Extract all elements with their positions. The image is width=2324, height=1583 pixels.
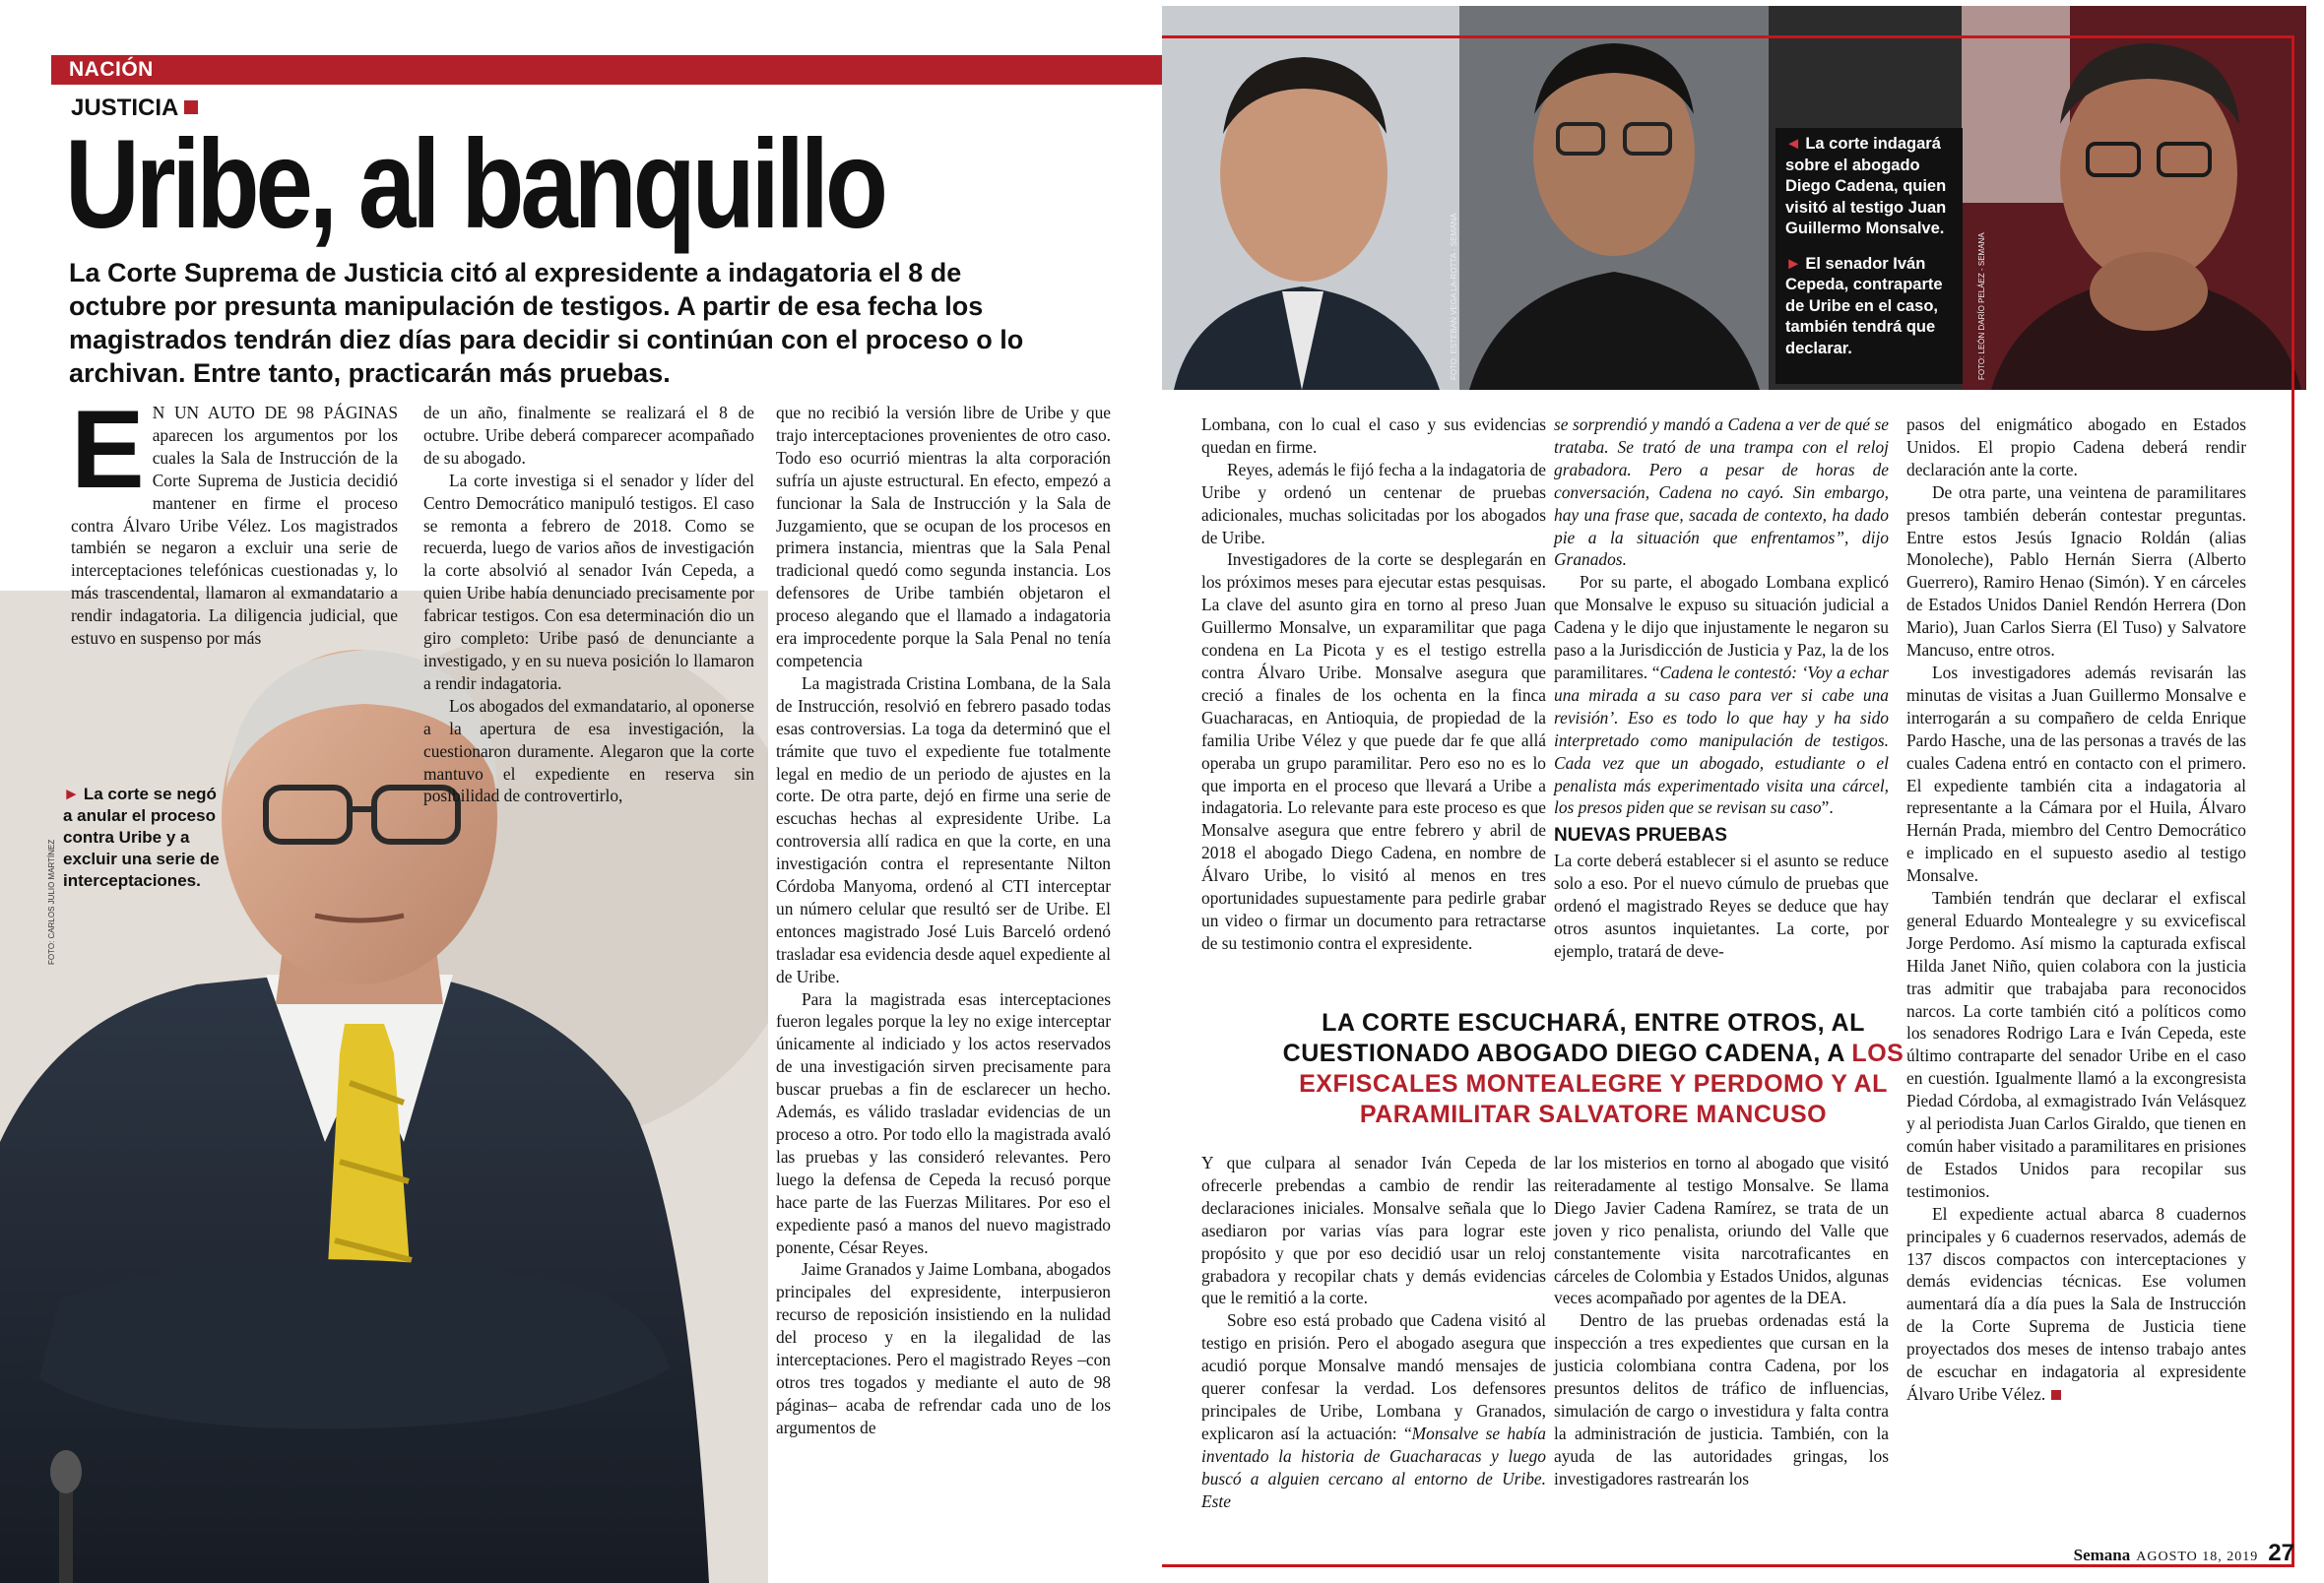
left-col2-p2: La corte investiga si el senador y líder del Centro Democrático manipuló testigos. El caso se remonta a febrero de 2018. Como se recuerda, luego de varios años de investigación la corte absolvió al senador Iván Cepeda, a quien Uribe había denunciado precisamente por fabricar testigos. Con esa determinación dio un giro completo: Uribe pasó de denunciante a investigado, y en su nueva posición lo llamaron a rendir indagatoria. <box>423 470 754 693</box>
pull-quote <box>1241 1008 1946 1130</box>
folio <box>2074 1540 2294 1567</box>
portrait-photo-credit: FOTO: CARLOS JULIO MARTÍNEZ <box>47 839 56 965</box>
right-col1-p2: Reyes, además le fijó fecha a la indagatoria de Uribe y ordenó un centenar de pruebas adicionales, muchas solicitadas por los abogados de Uribe. <box>1201 459 1546 547</box>
section-bar <box>51 55 1162 85</box>
right-col1-p3: Investigadores de la corte se desplegarán en los próximos meses para ejecutar estas pesquisas. La clave del asunto gira en torno al preso Juan Guillermo Monsalve, un exparamilitar que paga condena en La Picota y es el testigo estrella contra Álvaro Uribe. Monsalve asegura que creció a finales de los ochenta en la finca Guacharacas, en Antioquia, de propiedad de la familia Uribe Vélez y que puede dar fe que allá operaba un grupo paramilitar. Pero eso no es lo que importa en el proceso que llevará a Uribe a indagatoria. Lo relevante para este proceso es que Monsalve asegura que entre febrero y abril de 2018 el abogado Diego Cadena, en nombre de Álvaro Uribe, lo visitó al menos en tres oportunidades supuestamente para pedirle grabar un video o firmar un documento para retractarse de su testimonio contra el expresidente. <box>1201 549 1546 953</box>
right-col3-p4: También tendrán que declarar el exfiscal general Eduardo Montealegre y su exvicefiscal Jorge Perdomo. Así mismo la capturada exfiscal Hilda Janet Niño, quien colabora con la justicia tras admitir que trabajaba para reconocidos narcos. La corte también citó a políticos como los senadores Rodrigo Lara e Iván Cepeda, este último contraparte del senador Uribe en el caso en cuestión. Igualmente llamó a la excongresista Piedad Córdoba, al exmagistrado Iván Velásquez y al periodista Juan Carlos Giraldo, que tienen en común haber visitado a paramilitares en prisiones de Estados Unidos para recopilar sus testimonios. <box>1906 888 2246 1201</box>
photo-credit-1: FOTO: ESTEBAN VEGA LA-ROTTA - SEMANA <box>1450 213 1458 380</box>
right-col1b-p2a: Sobre eso está probado que Cadena visitó al testigo en prisión. Pero el abogado asegura que acudió porque Monsalve mandó mensajes de querer confesar la verdad. Los defensores principales de Uribe, Lombana y Granados, explicaron así la actuación: “ <box>1201 1310 1546 1443</box>
right-col2-p2a: Por su parte, el abogado Lombana explicó que Monsalve le expuso su situación judicial a Cadena y le dijo que injustamente le negaron su paso a la Jurisdicción de Justicia y Paz, la de los paramilitares. “ <box>1554 572 1889 682</box>
portrait-caption-text: La corte se negó a anular el proceso contra Uribe y a excluir una serie de interceptaciones. <box>63 785 220 890</box>
cadena-photo <box>1162 6 1459 390</box>
left-col3-p1: que no recibió la versión libre de Uribe y que trajo interceptaciones provenientes de otro caso. Todo eso ocurrió mientras la alta corporación sufría un ajuste estructural. En efecto, empezó a funcionar la Sala de Instrucción y la Sala de Juzgamiento, que se ocupan de los procesos en primera instancia, mientras que la Sala Penal tradicional quedó como segunda instancia. Los defensores de Uribe también objetaron el proceso alegando que el llamado a indagatoria era improcedente porque la Sala Penal no tenía competencia <box>776 403 1111 670</box>
issue-date: AGOSTO 18, 2019 <box>2136 1550 2259 1564</box>
left-column-2 <box>423 402 754 807</box>
right-col2b-p2: Dentro de las pruebas ordenadas está la inspección a tres expedientes que cursan en la justicia colombiana contra Cadena, por los presuntos delitos de tráfico de influencias, simulación de cargo o investidura y falta contra la administración de justicia. También, con la ayuda de las autoridades gringas, los investigadores rastrearán los <box>1554 1310 1889 1488</box>
right-col1-p1: Lombana, con lo cual el caso y sus evidencias quedan en firme. <box>1201 414 1546 457</box>
right-col2b-p1: lar los misterios en torno al abogado que visitó reiteradamente al testigo Monsalve. Se llama Diego Javier Cadena Ramírez, se trata de un joven y rico penalista, oriundo del Valle que constantemente visita narcotraficantes en cárceles de Colombia y Estados Unidos, algunas veces acompañado por agentes de la DEA. <box>1554 1153 1889 1308</box>
left-col3-p3: Para la magistrada esas interceptaciones fueron legales porque la ley no exige interceptar únicamente al indiciado y los actos reservados de una investigación sirven precisamente para buscar pruebas a fin de esclarecer un hecho. Además, es válido trasladar evidencias de un proceso a otro. Por todo ello la magistrada avaló las pruebas y las consideró relevantes. Pero luego la defensa de Cepeda la recusó porque hace parte de las Fuerzas Militares. Por eso el expediente pasó a manos del nuevo magistrado ponente, César Reyes. <box>776 988 1111 1257</box>
dropcap: E <box>71 388 145 511</box>
kicker-square-icon <box>184 100 198 114</box>
photo-caption-2 <box>1785 254 1953 360</box>
caption-right-arrow-icon: ► <box>1785 254 1802 273</box>
kicker-label: JUSTICIA <box>71 95 179 121</box>
right-col2-p2 <box>1554 571 1889 819</box>
pull-quote-dark: LA CORTE ESCUCHARÁ, ENTRE OTROS, AL CUESTIONADO ABOGADO DIEGO CADENA, A <box>1282 1009 1865 1067</box>
subhead-nuevas-pruebas: NUEVAS PRUEBAS <box>1554 825 1727 847</box>
right-col3-p2: De otra parte, una veintena de paramilitares presos también deberán contestar preguntas. Entre estos Jesús Ignacio Roldán (alias Monoleche), Pablo Hernán Sierra (Alberto Guerrero), Ramiro Henao (Simón). Y en cárceles de Estados Unidos Daniel Rendón Herrera (Don Mario), Juan Carlos Sierra (El Tuso) y Salvatore Mancuso, entre otros. <box>1906 481 2246 661</box>
quote-italic-1: se sorprendió y mandó a Cadena a ver de qué se trataba. Se trató de una trampa con el reloj grabadora. Pero a pesar de horas de conversación, Cadena no cayó. Sin embargo, hay una frase que, sacada de contexto, ha dado pie a la situación que enfrentamos”, dijo Granados. <box>1554 414 1889 570</box>
left-col2-p1: de un año, finalmente se realizará el 8 de octubre. Uribe deberá comparecer acompañado de su abogado. <box>423 403 754 468</box>
quote-italic-2: Cadena le contestó: ‘Voy a echar una mirada a su caso para ver si cabe una revisión’. Eso es todo lo que hay y ha sido interpretado como manipulación de testigos. Cada vez que un abogado, estudiante o el penalista más experimentado visita una cárcel, los presos piden que se revisan su caso <box>1554 662 1889 818</box>
right-col1b-p1: Y que culpara al senador Iván Cepeda de ofrecerle prebendas a cambio de rendir las declaraciones iniciales. Monsalve señala que lo asediaron por varias vías para lograr este propósito y que por eso decidió usar un reloj grabadora y recopilar chats y demás evidencias que le remitió a la corte. <box>1201 1153 1546 1308</box>
right-col3-p3: Los investigadores además revisarán las minutas de visitas a Juan Guillermo Monsalve e interrogarán a su compañero de celda Enrique Pardo Hasche, una de las personas a través de las cuales Cadena entró en contacto con el primero. El expediente también cita a indagatoria al representante a la Cámara por el Huila, Álvaro Hernán Prada, miembro del Centro Democrático e implicado en el supuesto asedio al testigo Monsalve. <box>1906 662 2246 886</box>
portrait-caption <box>63 784 221 892</box>
monsalve-photo <box>1459 6 1769 390</box>
photo-caption-1 <box>1785 134 1953 240</box>
left-col2-p3: Los abogados del exmandatario, al oponerse a la apertura de esa investigación, la cuestionaron duramente. Alegaron que la corte mantuvo el expediente en reserva sin posibilidad de controvertirlo, <box>423 695 754 806</box>
photo-caption-box <box>1775 128 1963 384</box>
left-column-1 <box>71 388 398 650</box>
photo-caption-2-text: El senador Iván Cepeda, contraparte de Uribe en el caso, también tendrá que declarar. <box>1785 254 1943 357</box>
photo-caption-1-text: La corte indagará sobre el abogado Diego Cadena, quien visitó al testigo Juan Guillermo Monsalve. <box>1785 135 1947 237</box>
right-page <box>1162 0 2324 1583</box>
cepeda-photo <box>1962 6 2306 390</box>
end-mark-icon <box>2051 1390 2061 1400</box>
photo-credit-2: FOTO: LEÓN DARÍO PELÁEZ - SEMANA <box>1977 232 1986 380</box>
left-column-3 <box>776 402 1111 1439</box>
pull-quote-red: LOS EXFISCALES MONTEALEGRE Y PERDOMO Y AL PARAMILITAR SALVATORE MANCUSO <box>1299 1040 1904 1128</box>
right-col3-p5-text: El expediente actual abarca 8 cuadernos principales y 6 cuadernos reservados, además de 137 discos compactos con interceptaciones y demás evidencias técnicas. Ese volumen aumentará día a día pues la Sala de Instrucción de la Corte Suprema de Justicia tiene proyectados dos meses de intenso trabajo antes de escuchar en indagatoria al expresidente Álvaro Uribe Vélez. <box>1906 1203 2246 1404</box>
caption-arrow-icon: ► <box>63 785 80 803</box>
right-col2-p3: La corte deberá establecer si el asunto se reduce solo a eso. Por el nuevo cúmulo de pruebas que ordenó el magistrado Reyes se deduce que hay otros asuntos inquietantes. La corte, por ejemplo, tratará de deve- <box>1554 851 1889 961</box>
section-label: NACIÓN <box>69 58 154 81</box>
cadena-illustration <box>1162 6 1459 390</box>
deck: La Corte Suprema de Justicia citó al expresidente a indagatoria el 8 de octubre por presunta manipulación de testigos. A partir de esa fecha los magistrados tendrán diez días para decidir si continúan con el proceso o lo archivan. Entre tanto, practicarán más pruebas. <box>69 258 1024 388</box>
right-col3-p5 <box>1906 1203 2246 1406</box>
right-col2-p2c: ”. <box>1821 797 1834 818</box>
right-column-2-bottom <box>1554 1152 1889 1490</box>
right-column-1-top <box>1201 413 1546 955</box>
left-col3-p4: Jaime Granados y Jaime Lombana, abogados principales del expresidente, interpusieron recurso de reposición insistiendo en la nulidad del proceso y en la ilegalidad de las interceptaciones. Pero el magistrado Reyes –con otros tres togados y mediante el auto de 98 páginas– acaba de refrendar cada uno de los argumentos de <box>776 1259 1111 1437</box>
headline: Uribe, al banquillo <box>65 114 884 255</box>
right-column-2-top <box>1554 413 1889 963</box>
right-column-3 <box>1906 413 2246 1406</box>
left-col1-paragraph <box>71 388 398 650</box>
right-column-1-bottom <box>1201 1152 1546 1513</box>
right-col2-p1 <box>1554 413 1889 571</box>
photo-strip <box>1162 6 2306 390</box>
left-col3-p2: La magistrada Cristina Lombana, de la Sala de Instrucción, resolvió en febrero pasado todas esas controversias. La toga da determinó que el trámite que tuvo el expediente fue totalmente legal en medio de un periodo de ajustes en la corte. De otra parte, dejó en firme una serie de escuchas hechas al expresidente Uribe. La controversia allí radica en que la corte, en una investigación contra el representante Nilton Córdoba Manyoma, ordenó al CTI interceptar un número celular que resultó ser de Uribe. El entonces magistrado José Luis Barceló ordenó trasladar esa evidencia desde aquel expediente al de Uribe. <box>776 672 1111 986</box>
right-col3-p1: pasos del enigmático abogado en Estados Unidos. El propio Cadena deberá rendir declaración ante la corte. <box>1906 414 2246 479</box>
magazine-name: Semana <box>2073 1546 2131 1564</box>
caption-left-arrow-icon: ◄ <box>1785 135 1802 153</box>
cepeda-illustration <box>1962 6 2306 390</box>
quote-italic-3: Monsalve se había inventado la historia de Guacharacas y luego buscó a alguien cercano al entorno de Uribe. Este <box>1201 1423 1546 1511</box>
right-col1b-p2 <box>1201 1309 1546 1512</box>
monsalve-illustration <box>1459 6 1769 390</box>
left-col1-text: N UN AUTO DE 98 PÁGINAS aparecen los argumentos por los cuales la Sala de Instrucción de la Corte Suprema de Justicia decidió mantener en firme el proceso contra Álvaro Uribe Vélez. Los magistrados también se negaron a excluir una serie de interceptaciones telefónicas cuestionadas y, lo más trascendental, llamaron al exmandatario a rendir indagatoria. La diligencia judicial, que estuvo en suspenso por más <box>71 403 398 649</box>
page-number: 27 <box>2268 1540 2294 1566</box>
